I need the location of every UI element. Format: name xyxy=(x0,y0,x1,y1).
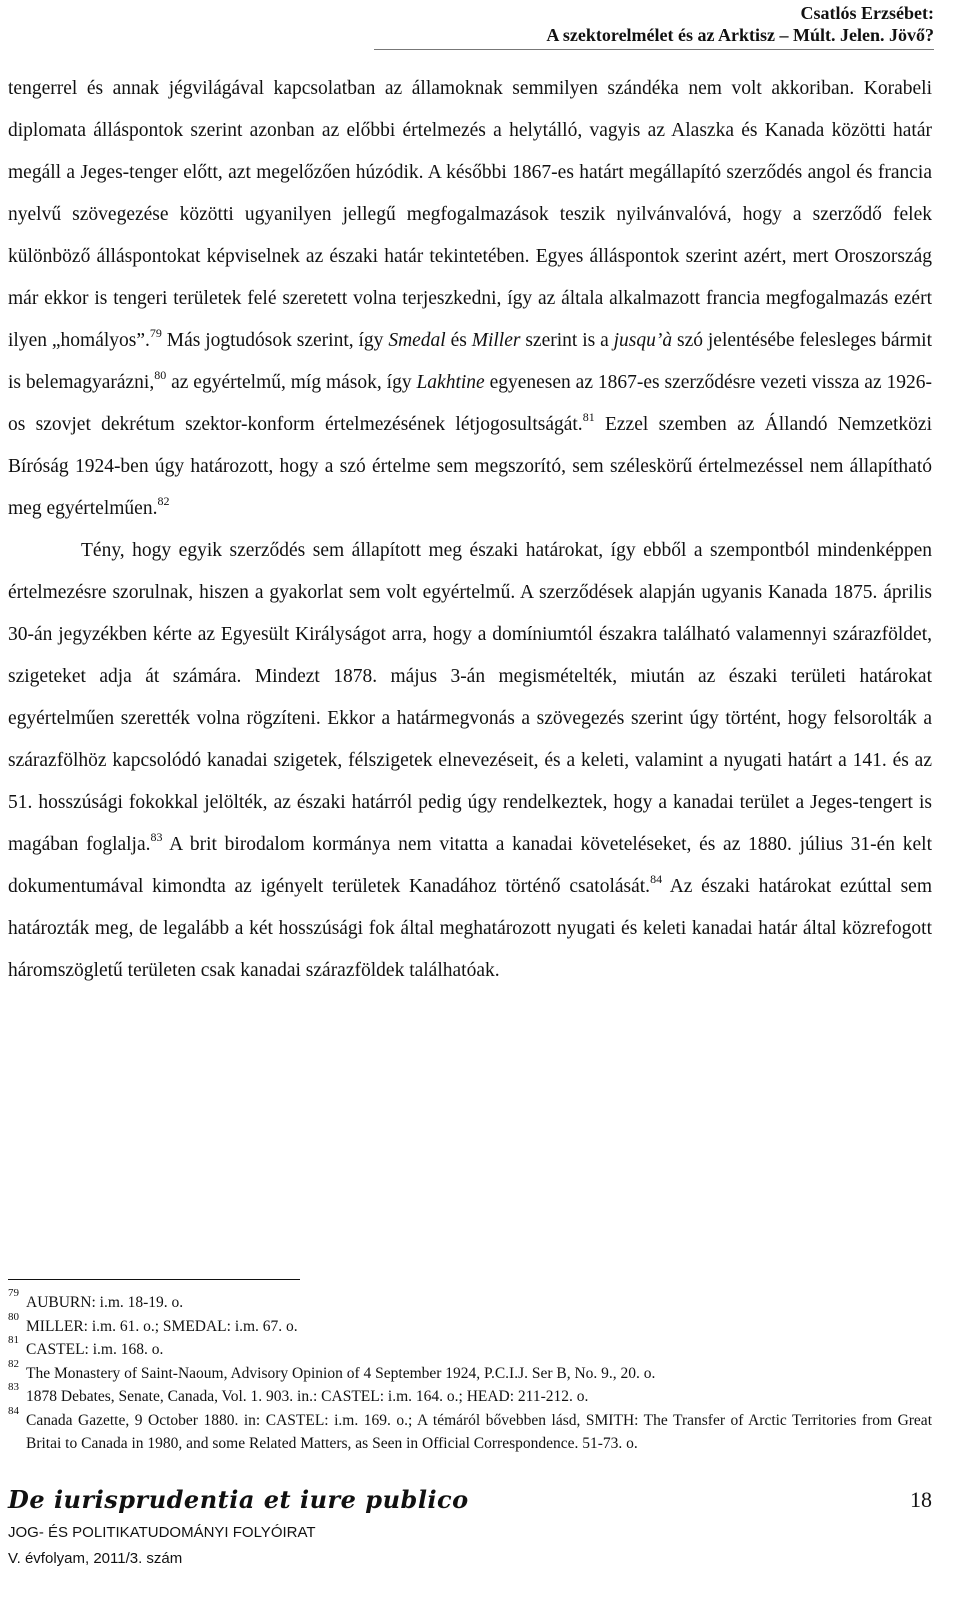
footnote-item xyxy=(8,1334,932,1362)
footnote-ref: 80 xyxy=(154,368,167,382)
footnote-item xyxy=(8,1357,932,1386)
footnote-item xyxy=(8,1287,932,1315)
journal-name: JOG- ÉS POLITIKATUDOMÁNYI FOLYÓIRAT xyxy=(8,1524,316,1541)
footnote-ref: 82 xyxy=(157,494,170,508)
journal-logo: De iurisprudentia et iure publico xyxy=(8,1485,469,1514)
footnote-number: 84 xyxy=(8,1404,19,1417)
text-run: szó jelentésébe felesleges bármit is belemagyarázni, xyxy=(8,330,933,393)
footnote-ref: 81 xyxy=(582,410,595,424)
header-title: A szektorelmélet és az Arktisz – Múlt. Jelen. Jövő? xyxy=(546,25,934,45)
footnote-item xyxy=(8,1381,932,1409)
footnote-text: 1878 Debates, Senate, Canada, Vol. 1. 903. in.: CASTEL: i.m. 164. o.; HEAD: 211-212. o. xyxy=(26,1388,589,1405)
footnote-number: 83 xyxy=(8,1381,19,1393)
text-run: szerint is a xyxy=(520,330,614,351)
italic-name: Lakhtine xyxy=(416,372,485,393)
footnote-text: AUBURN: i.m. 18-19. o. xyxy=(26,1294,184,1311)
body-text xyxy=(8,68,932,992)
running-header xyxy=(546,2,934,46)
footnote-number: 79 xyxy=(8,1287,19,1299)
header-rule xyxy=(374,49,934,50)
text-run: Más jogtudósok szerint, így xyxy=(161,330,389,351)
footnote-number: 80 xyxy=(8,1310,19,1323)
footnote-text: The Monastery of Saint-Naoum, Advisory Opinion of 4 September 1924, P.C.I.J. Ser B, No. 9., 20. o. xyxy=(26,1364,656,1382)
footnote-separator xyxy=(8,1279,300,1280)
journal-volume: V. évfolyam, 2011/3. szám xyxy=(8,1550,183,1567)
text-run: Ezzel szemben az Állandó Nemzetközi Bíróság 1924-ben úgy határozott, hogy a szó értelme sem megszorító, sem széleskörű értelmezéssel nem állapítható meg egyértelműen. xyxy=(8,414,932,519)
text-run: A brit birodalom kormánya nem vitatta a kanadai követeléseket, és az 1880. július 31-én kelt dokumentumával kimondta az igényelt területek Kanadához történő csatolását. xyxy=(8,834,932,897)
page-number: 18 xyxy=(910,1487,932,1512)
text-run: Az északi határokat ezúttal sem határozták meg, de legalább a két hosszúsági fok által meghatározott nyugati és keleti kanadai határ által közrefogott háromszögletű területen csak kanadai szárazföldek találhatóak. xyxy=(8,876,932,981)
text-run: egyenesen az 1867-es szerződésre vezeti vissza az 1926-os szovjet dekrétum szektor-konform értelmezésének létjogosultságát. xyxy=(8,372,932,435)
header-author: Csatlós Erzsébet: xyxy=(800,3,934,23)
italic-name: Smedal xyxy=(388,330,446,351)
footnote-ref: 84 xyxy=(650,872,663,886)
italic-name: Miller xyxy=(471,330,521,351)
footnote-item xyxy=(8,1310,932,1339)
footnote-item xyxy=(8,1404,932,1456)
footnote-text: Canada Gazette, 9 October 1880. in: CASTEL: i.m. 169. o.; A témáról bővebben lásd, SMITH: The Transfer of Arctic Territories from Great Britai to Canada in 1980, and some Related Matters, as Seen in Official Correspondence. 51-73. o. xyxy=(26,1411,932,1452)
paragraph-2 xyxy=(8,530,932,992)
paragraph-1 xyxy=(8,68,932,530)
text-run: tengerrel és annak jégvilágával kapcsolatban az államoknak semmilyen szándéka nem volt akkoriban. Korabeli diplomata álláspontok szerint azonban az előbbi értelmezés a helytálló, vagyis az Alaszka és Kanada közötti határ megáll a Jeges-tenger előtt, azt megelőzően húzódik. A későbbi 1867-es határt megállapító szerződés angol és francia nyelvű szövegezése közötti ugyanilyen jellegű megfogalmazások teszik nyilvánvalóvá, hogy a szerződő felek különböző álláspontokat képviselnek az északi határ tekintetében. Egyes álláspontok szerint azért, mert Oroszország már ekkor is tengeri területek felé szeretett volna terjeszkedni, így az általa alkalmazott francia megfogalmazás ezért ilyen „homályos”. xyxy=(8,78,932,351)
footnote-ref: 83 xyxy=(150,830,163,844)
footnote-number: 82 xyxy=(8,1357,19,1370)
footnote-text: MILLER: i.m. 61. o.; SMEDAL: i.m. 67. o. xyxy=(26,1317,298,1335)
footnotes xyxy=(8,1287,932,1456)
footnote-text: CASTEL: i.m. 168. o. xyxy=(26,1341,164,1358)
footnote-ref: 79 xyxy=(149,326,162,340)
footnote-number: 81 xyxy=(8,1334,19,1346)
italic-name: jusqu’à xyxy=(613,330,673,351)
text-run: az egyértelmű, míg mások, így xyxy=(166,372,417,393)
text-run: Tény, hogy egyik szerződés sem állapított meg északi határokat, így ebből a szempontból mindenképpen értelmezésre szorulnak, hiszen a gyakorlat sem volt egyértelmű. A szerződések alapján ugyanis Kanada 1875. április 30-án jegyzékben kérte az Egyesült Királyságot arra, hogy a domíniumtól északra található valamennyi szárazföldet, szigeteket adja át számára. Mindezt 1878. május 3-án megismételték, miután az északi területi határokat egyértelműen szerették volna rögzíteni. Ekkor a határmegvonás a szövegezés szerint úgy történt, hogy felsorolták a szárazfölhöz kapcsolódó kanadai szigetek, félszigetek elnevezéseit, és a keleti, valamint a nyugati határt a 141. és az 51. hosszúsági fokokkal jelölték, az északi határról pedig úgy rendelkeztek, hogy a kanadai terület a Jeges-tengert is magában foglalja. xyxy=(8,540,932,855)
text-run: és xyxy=(445,330,472,351)
